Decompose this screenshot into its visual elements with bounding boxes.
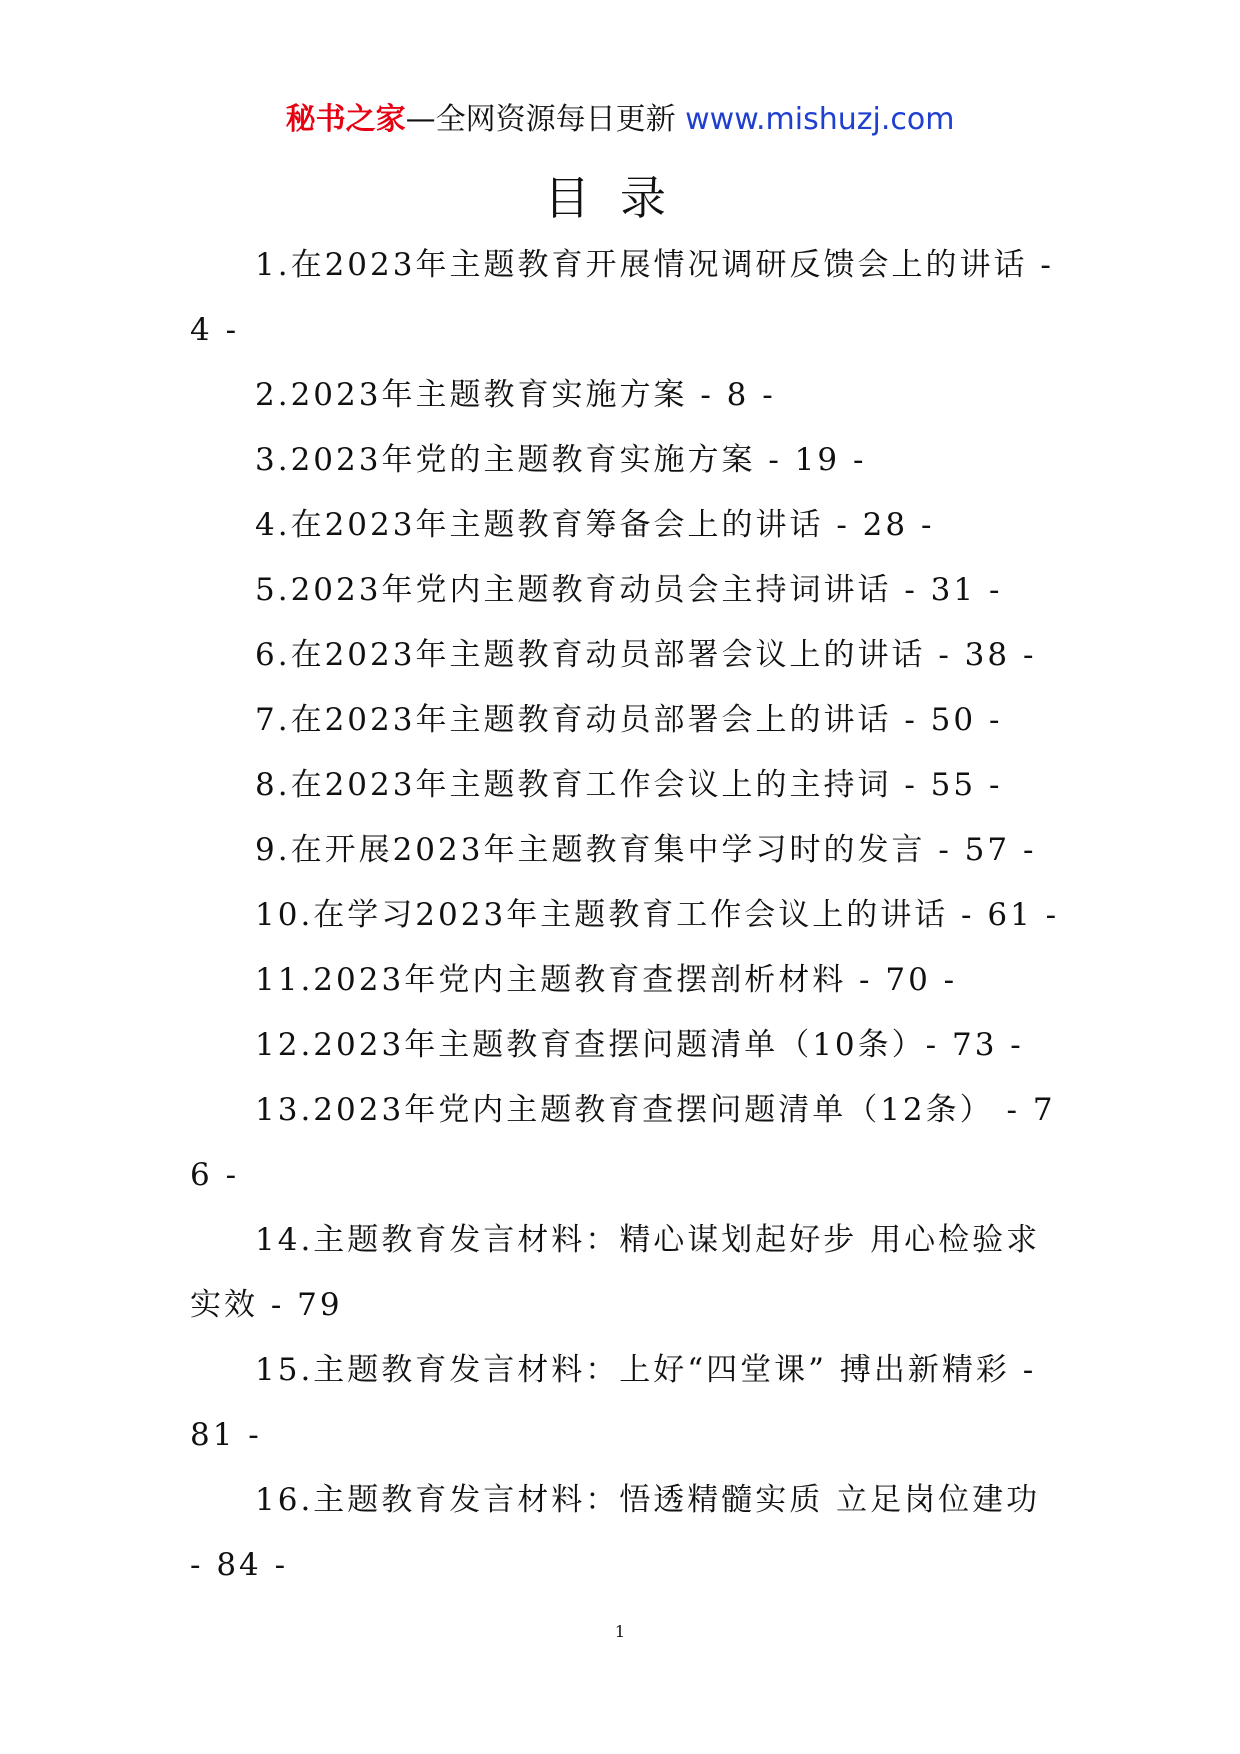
toc-item[interactable]: 4.在2023年主题教育筹备会上的讲话 - 28 - [255, 507, 935, 543]
toc-item[interactable]: 2.2023年主题教育实施方案 - 8 - [255, 377, 776, 413]
toc-item[interactable]: 6.在2023年主题教育动员部署会议上的讲话 - 38 - [255, 637, 1037, 673]
site-header [0, 100, 1240, 140]
toc-item[interactable]: 15.主题教育发言材料：上好“四堂课” 搏出新精彩 - 81 - [190, 1352, 1037, 1453]
toc-item[interactable]: 10.在学习2023年主题教育工作会议上的讲话 - 61 - [255, 897, 1060, 933]
toc-item[interactable]: 16.主题教育发言材料：悟透精髓实质 立足岗位建功 - 84 - [190, 1482, 1041, 1583]
toc-item[interactable]: 1.在2023年主题教育开展情况调研反馈会上的讲话 - 4 - [190, 247, 1054, 348]
toc-item[interactable]: 9.在开展2023年主题教育集中学习时的发言 - 57 - [255, 832, 1037, 868]
toc-item[interactable]: 3.2023年党的主题教育实施方案 - 19 - [255, 442, 867, 478]
header-tagline: —全网资源每日更新 [405, 102, 686, 137]
toc-item[interactable]: 8.在2023年主题教育工作会议上的主持词 - 55 - [255, 767, 1003, 803]
table-of-contents [190, 233, 1060, 1598]
toc-item[interactable]: 11.2023年党内主题教育查摆剖析材料 - 70 - [255, 962, 958, 998]
brand-name: 秘书之家 [285, 102, 406, 137]
site-url[interactable]: www.mishuzj.com [685, 102, 955, 137]
toc-item[interactable]: 13.2023年党内主题教育查摆问题清单（12条） - 76 - [190, 1092, 1056, 1193]
toc-item[interactable]: 12.2023年主题教育查摆问题清单（10条）- 73 - [255, 1027, 1024, 1063]
toc-item[interactable]: 14.主题教育发言材料：精心谋划起好步 用心检验求实效 - 79 [190, 1222, 1041, 1323]
page-number: 1 [614, 1622, 626, 1641]
page-title: 目录 [544, 171, 696, 225]
toc-item[interactable]: 7.在2023年主题教育动员部署会上的讲话 - 50 - [255, 702, 1003, 738]
toc-item[interactable]: 5.2023年党内主题教育动员会主持词讲话 - 31 - [255, 572, 1003, 608]
